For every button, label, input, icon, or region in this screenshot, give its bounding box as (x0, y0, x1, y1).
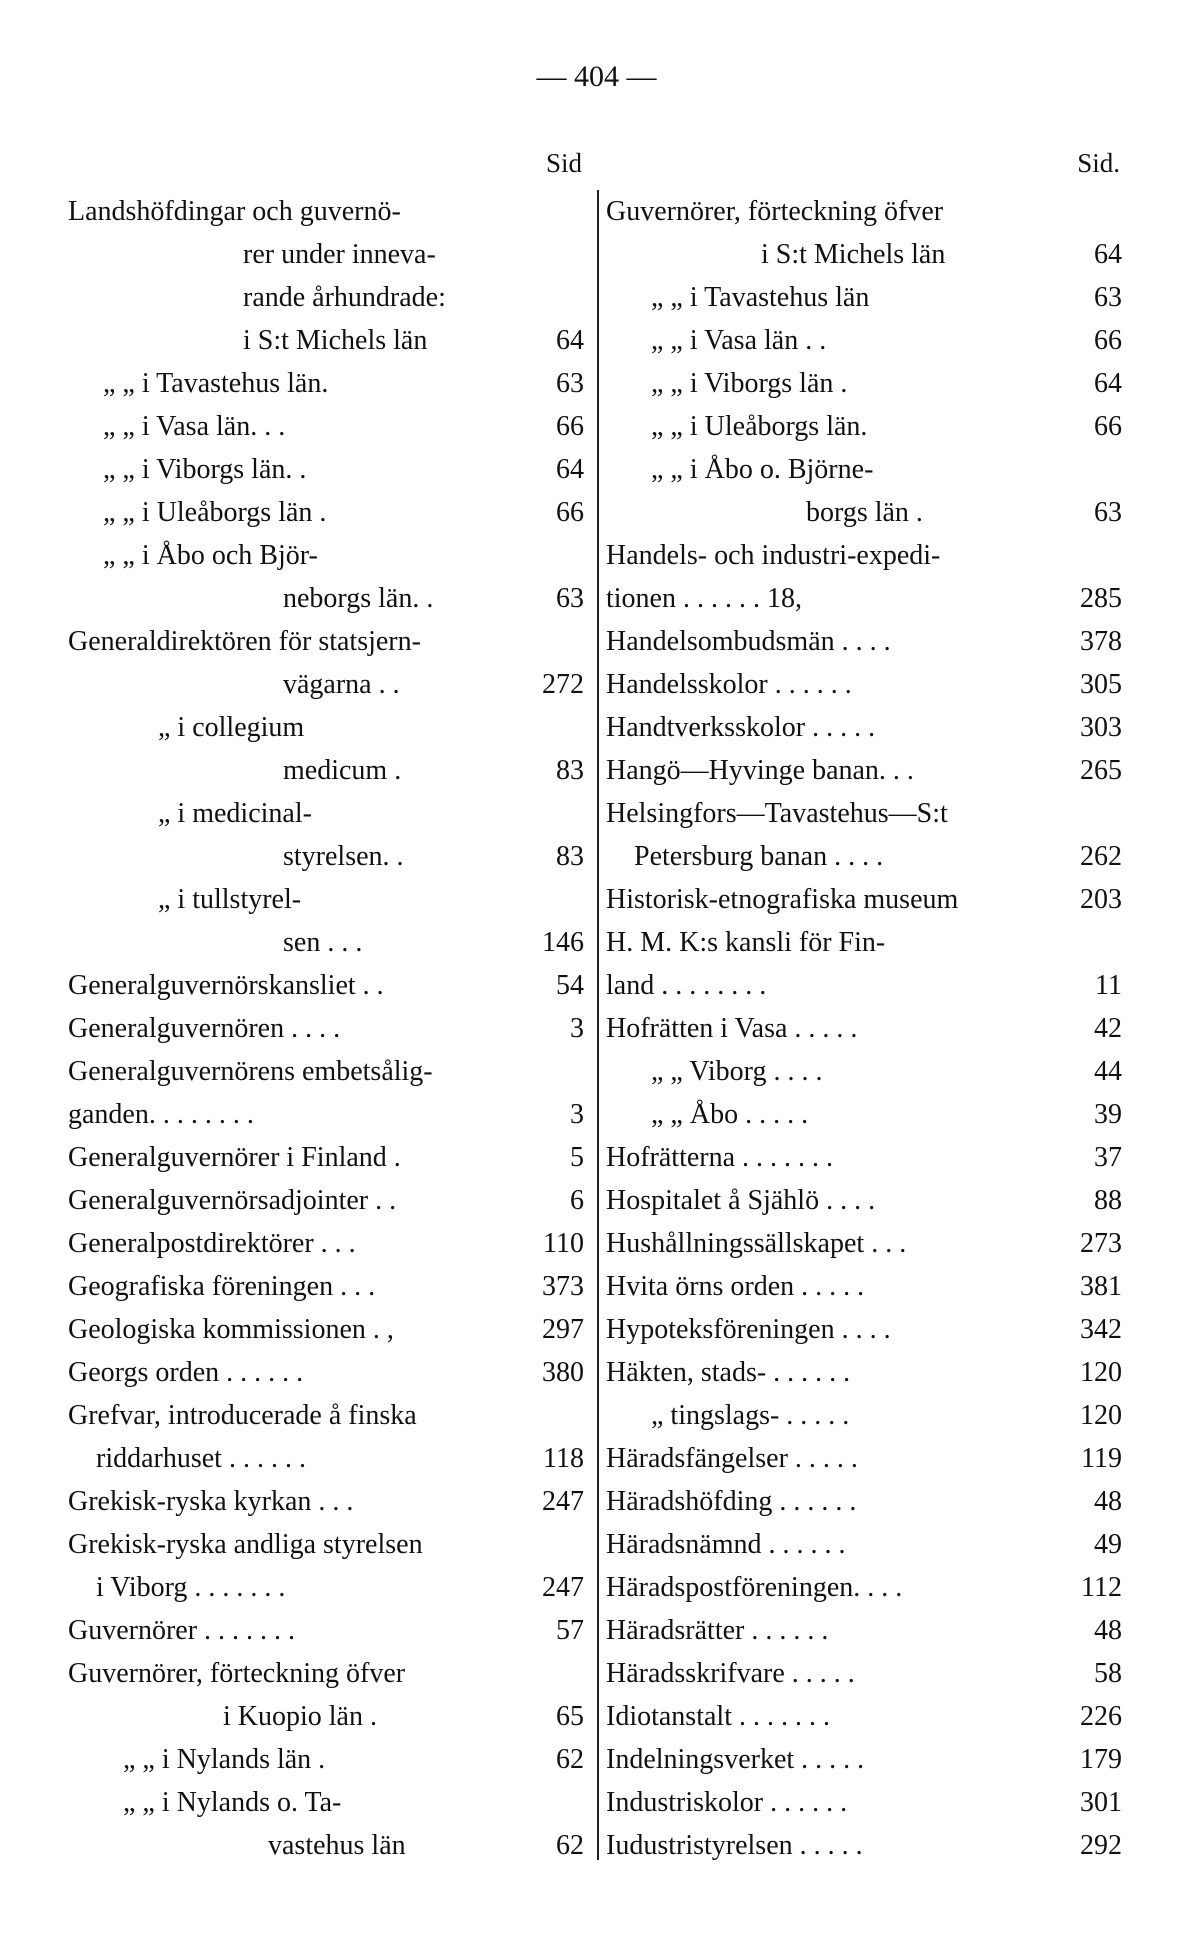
index-entry-text: medicum . (283, 755, 402, 786)
index-entry (68, 534, 588, 577)
index-entry-text: Häradshöfding . . . . . . (606, 1486, 857, 1517)
index-entry (606, 1265, 1126, 1308)
index-entry-text: borgs län . (806, 497, 923, 528)
index-entry (606, 706, 1126, 749)
index-entry-text: Häradspostföreningen. . . . (606, 1572, 903, 1603)
index-entry (606, 1093, 1126, 1136)
index-entry-page: 5 (570, 1142, 584, 1173)
index-entry-page: 11 (1095, 970, 1122, 1001)
index-entry (68, 491, 588, 534)
index-entry-text: Häradsrätter . . . . . . (606, 1615, 829, 1646)
index-entry-page: 303 (1080, 712, 1122, 743)
index-entry-page: 57 (556, 1615, 584, 1646)
index-entry-page: 247 (542, 1572, 584, 1603)
index-entry (68, 233, 588, 276)
index-entry (606, 1050, 1126, 1093)
index-entry-text: „ „ i Åbo o. Björne- (651, 454, 874, 485)
index-entry (68, 1437, 588, 1480)
index-entry-page: 63 (1094, 282, 1122, 313)
index-entry (68, 1222, 588, 1265)
index-entry-text: „ „ Viborg . . . . (651, 1056, 823, 1087)
index-entry (606, 1222, 1126, 1265)
index-entry (606, 190, 1126, 233)
right-page-heading: Sid. (1077, 148, 1120, 178)
index-entry-page: 64 (1094, 368, 1122, 399)
index-entry-page: 42 (1094, 1013, 1122, 1044)
index-entry (606, 620, 1126, 663)
index-entry-text: Handelsombudsmän . . . . (606, 626, 891, 657)
index-entry (68, 276, 588, 319)
index-entry (606, 1609, 1126, 1652)
index-entry-page: 342 (1080, 1314, 1122, 1345)
index-entry-text: vägarna . . (283, 669, 400, 700)
index-entry-page: 3 (570, 1099, 584, 1130)
index-entry (68, 921, 588, 964)
index-entry (68, 1523, 588, 1566)
index-entry (606, 663, 1126, 706)
index-entry-text: Hangö—Hyvinge banan. . . (606, 755, 914, 786)
index-entry-text: ganden. . . . . . . . (68, 1099, 254, 1130)
index-entry-page: 83 (556, 841, 584, 872)
index-entry-text: Guvernörer . . . . . . . (68, 1615, 296, 1646)
index-entry-text: land . . . . . . . . (606, 970, 767, 1001)
index-entry (606, 233, 1126, 276)
index-entry-page: 110 (543, 1228, 584, 1259)
index-entry (68, 663, 588, 706)
index-entry (606, 405, 1126, 448)
index-entry (68, 1308, 588, 1351)
index-entry-text: Idiotanstalt . . . . . . . (606, 1701, 830, 1732)
index-entry-text: Petersburg banan . . . . (634, 841, 884, 872)
index-entry-page: 120 (1080, 1400, 1122, 1431)
index-entry-text: Generalguvernörens embetsålig- (68, 1056, 433, 1087)
index-entry (606, 362, 1126, 405)
index-entry (606, 1738, 1126, 1781)
index-entry (68, 749, 588, 792)
index-entry-page: 146 (542, 927, 584, 958)
index-entry-page: 292 (1080, 1830, 1122, 1861)
index-entry (606, 921, 1126, 964)
index-entry-page: 203 (1080, 884, 1122, 915)
index-entry (68, 1652, 588, 1695)
index-entry-text: Iudustristyrelsen . . . . . (606, 1830, 863, 1861)
index-entry-text: „ „ i Uleåborgs län. (651, 411, 868, 442)
index-entry-page: 112 (1081, 1572, 1122, 1603)
index-entry-text: Hushållningssällskapet . . . (606, 1228, 907, 1259)
index-entry (606, 448, 1126, 491)
index-entry-text: „ „ i Vasa län . . (651, 325, 827, 356)
index-entry-text: Indelningsverket . . . . . (606, 1744, 865, 1775)
index-entry-text: Häradsskrifvare . . . . . (606, 1658, 855, 1689)
index-entry-page: 373 (542, 1271, 584, 1302)
index-entry-page: 64 (1094, 239, 1122, 270)
index-entry-text: Geografiska föreningen . . . (68, 1271, 376, 1302)
index-entry-page: 380 (542, 1357, 584, 1388)
index-entry (606, 534, 1126, 577)
index-entry-text: „ „ i Vasa län. . . (103, 411, 286, 442)
index-entry-page: 66 (556, 497, 584, 528)
index-entry-text: Generalguvernörer i Finland . (68, 1142, 401, 1173)
index-entry (606, 878, 1126, 921)
index-entry-page: 64 (556, 454, 584, 485)
index-entry-text: Generalguvernören . . . . (68, 1013, 341, 1044)
index-entry (68, 1824, 588, 1867)
index-entry-page: 48 (1094, 1486, 1122, 1517)
index-entry (606, 1394, 1126, 1437)
index-entry-page: 63 (556, 368, 584, 399)
left-column (68, 148, 588, 1867)
index-entry-text: Guvernörer, förteckning öfver (606, 196, 944, 227)
index-entry-text: Handels- och industri-expedi- (606, 540, 941, 571)
index-entry-page: 88 (1094, 1185, 1122, 1216)
index-entry (606, 1695, 1126, 1738)
index-entry-text: tionen . . . . . . 18, (606, 583, 802, 614)
index-entry-text: „ „ i Tavastehus län. (103, 368, 329, 399)
index-entry (68, 1480, 588, 1523)
index-entry (606, 1523, 1126, 1566)
index-entry (68, 706, 588, 749)
index-entry (606, 1652, 1126, 1695)
index-entry-text: „ „ i Uleåborgs län . (103, 497, 327, 528)
index-entry-page: 265 (1080, 755, 1122, 786)
index-entry (68, 1093, 588, 1136)
index-entry-text: rer under inneva- (243, 239, 436, 270)
index-entry-text: Hofrätten i Vasa . . . . . (606, 1013, 858, 1044)
index-entry-text: Hypoteksföreningen . . . . (606, 1314, 891, 1345)
index-entry-page: 37 (1094, 1142, 1122, 1173)
index-entry (606, 964, 1126, 1007)
index-entry (68, 1738, 588, 1781)
index-entry-page: 301 (1080, 1787, 1122, 1818)
index-entry-text: „ i tullstyrel- (158, 884, 302, 915)
index-entry-text: Häradsfängelser . . . . . (606, 1443, 858, 1474)
index-entry-text: „ „ i Åbo och Björ- (103, 540, 318, 571)
index-entry-page: 247 (542, 1486, 584, 1517)
index-entry (68, 1566, 588, 1609)
index-entry-text: „ „ Åbo . . . . . (651, 1099, 809, 1130)
index-entry (606, 1179, 1126, 1222)
index-entry-text: rande århundrade: (243, 282, 446, 313)
index-entry-text: Historisk-etnografiska museum (606, 884, 959, 915)
index-entry (606, 1824, 1126, 1867)
left-page-heading: Sid (545, 148, 582, 178)
index-entry (68, 1351, 588, 1394)
index-entry (68, 1609, 588, 1652)
index-entry-text: Grefvar, introducerade å finska (68, 1400, 417, 1431)
right-column-header (606, 148, 1126, 190)
index-entry-page: 63 (556, 583, 584, 614)
index-entry-page: 66 (1094, 411, 1122, 442)
index-entry-page: 64 (556, 325, 584, 356)
index-entry (606, 319, 1126, 362)
index-entry-page: 63 (1094, 497, 1122, 528)
index-entry-text: Guvernörer, förteckning öfver (68, 1658, 406, 1689)
left-column-header (68, 148, 588, 190)
index-entry-page: 226 (1080, 1701, 1122, 1732)
index-entry (68, 620, 588, 663)
index-entry-text: i S:t Michels län (243, 325, 428, 356)
index-entry (606, 491, 1126, 534)
index-entry-text: Hofrätterna . . . . . . . (606, 1142, 834, 1173)
index-entry-text: H. M. K:s kansli för Fin- (606, 927, 886, 958)
index-entry-text: Hospitalet å Sjählö . . . . (606, 1185, 876, 1216)
index-entry-page: 272 (542, 669, 584, 700)
index-entry-page: 39 (1094, 1099, 1122, 1130)
index-entry-text: Grekisk-ryska kyrkan . . . (68, 1486, 354, 1517)
index-entry (68, 1007, 588, 1050)
index-entry-text: „ i medicinal- (158, 798, 312, 829)
index-entry (606, 792, 1126, 835)
index-entry-text: Generalguvernörsadjointer . . (68, 1185, 397, 1216)
index-entry-page: 83 (556, 755, 584, 786)
index-entry (606, 1007, 1126, 1050)
left-index-rows (68, 190, 588, 1867)
index-entry-text: Häkten, stads- . . . . . . (606, 1357, 851, 1388)
index-entry-page: 120 (1080, 1357, 1122, 1388)
index-entry-text: i S:t Michels län (761, 239, 946, 270)
index-entry-text: Generalpostdirektörer . . . (68, 1228, 356, 1259)
index-entry (68, 1695, 588, 1738)
page-number: — 404 — (536, 60, 657, 93)
index-entry-text: Landshöfdingar och guvernö- (68, 196, 401, 227)
index-entry-page: 378 (1080, 626, 1122, 657)
index-entry (68, 835, 588, 878)
index-entry (68, 405, 588, 448)
index-entry (68, 1050, 588, 1093)
index-entry-text: Handelsskolor . . . . . . (606, 669, 852, 700)
index-entry (606, 749, 1126, 792)
index-entry-page: 66 (556, 411, 584, 442)
index-entry (68, 448, 588, 491)
index-entry-page: 118 (543, 1443, 584, 1474)
index-entry-text: Generaldirektören för statsjern- (68, 626, 421, 657)
index-entry-page: 381 (1080, 1271, 1122, 1302)
index-entry-page: 58 (1094, 1658, 1122, 1689)
index-entry (606, 1566, 1126, 1609)
index-entry (606, 276, 1126, 319)
index-entry (606, 1781, 1126, 1824)
index-entry-page: 285 (1080, 583, 1122, 614)
right-column (606, 148, 1126, 1867)
index-entry (68, 190, 588, 233)
index-entry (68, 964, 588, 1007)
index-entry (606, 1437, 1126, 1480)
index-entry-text: sen . . . (283, 927, 363, 958)
index-entry-page: 66 (1094, 325, 1122, 356)
index-entry-page: 54 (556, 970, 584, 1001)
index-entry-text: „ „ i Viborgs län. . (103, 454, 307, 485)
index-entry-page: 297 (542, 1314, 584, 1345)
index-entry (606, 1136, 1126, 1179)
index-entry-text: Handtverksskolor . . . . . (606, 712, 876, 743)
index-entry (68, 792, 588, 835)
index-entry (68, 1265, 588, 1308)
index-entry-page: 49 (1094, 1529, 1122, 1560)
index-entry-page: 6 (570, 1185, 584, 1216)
index-entry-page: 305 (1080, 669, 1122, 700)
index-entry-text: Geologiska kommissionen . , (68, 1314, 394, 1345)
index-entry-text: „ „ i Nylands o. Ta- (123, 1787, 342, 1818)
index-entry-text: Grekisk-ryska andliga styrelsen (68, 1529, 423, 1560)
index-entry (68, 1781, 588, 1824)
right-index-rows (606, 190, 1126, 1867)
index-entry-text: „ „ i Nylands län . (123, 1744, 326, 1775)
index-entry-text: Generalguvernörskansliet . . (68, 970, 384, 1001)
index-entry-text: Industriskolor . . . . . . (606, 1787, 848, 1818)
index-entry (606, 1480, 1126, 1523)
index-entry-text: „ tingslags- . . . . . (651, 1400, 850, 1431)
index-entry-page: 262 (1080, 841, 1122, 872)
column-divider (597, 190, 599, 1860)
index-entry-text: „ „ i Tavastehus län (651, 282, 870, 313)
index-entry (68, 362, 588, 405)
index-entry-text: i Kuopio län . (223, 1701, 377, 1732)
index-entry-page: 119 (1081, 1443, 1122, 1474)
index-entry (606, 577, 1126, 620)
index-entry (68, 577, 588, 620)
index-entry (68, 1136, 588, 1179)
index-entry (68, 878, 588, 921)
index-entry (606, 1351, 1126, 1394)
index-entry-text: vastehus län (268, 1830, 406, 1861)
index-entry-text: Helsingfors—Tavastehus—S:t (606, 798, 948, 829)
index-entry-text: Hvita örns orden . . . . . (606, 1271, 865, 1302)
index-entry (68, 1179, 588, 1222)
index-entry-text: neborgs län. . (283, 583, 434, 614)
index-entry-page: 44 (1094, 1056, 1122, 1087)
index-entry-page: 179 (1080, 1744, 1122, 1775)
index-entry-page: 3 (570, 1013, 584, 1044)
index-entry-text: „ i collegium (158, 712, 305, 743)
index-entry-text: i Viborg . . . . . . . (96, 1572, 286, 1603)
index-entry-page: 62 (556, 1830, 584, 1861)
index-entry-page: 65 (556, 1701, 584, 1732)
index-entry-page: 62 (556, 1744, 584, 1775)
index-entry-text: „ „ i Viborgs län . (651, 368, 848, 399)
index-entry-page: 48 (1094, 1615, 1122, 1646)
index-entry-text: styrelsen. . (283, 841, 404, 872)
index-entry-text: Häradsnämnd . . . . . . (606, 1529, 846, 1560)
index-entry (606, 1308, 1126, 1351)
index-entry-page: 273 (1080, 1228, 1122, 1259)
index-entry (68, 1394, 588, 1437)
index-entry (606, 835, 1126, 878)
index-entry-text: riddarhuset . . . . . . (96, 1443, 306, 1474)
index-entry (68, 319, 588, 362)
index-entry-text: Georgs orden . . . . . . (68, 1357, 304, 1388)
